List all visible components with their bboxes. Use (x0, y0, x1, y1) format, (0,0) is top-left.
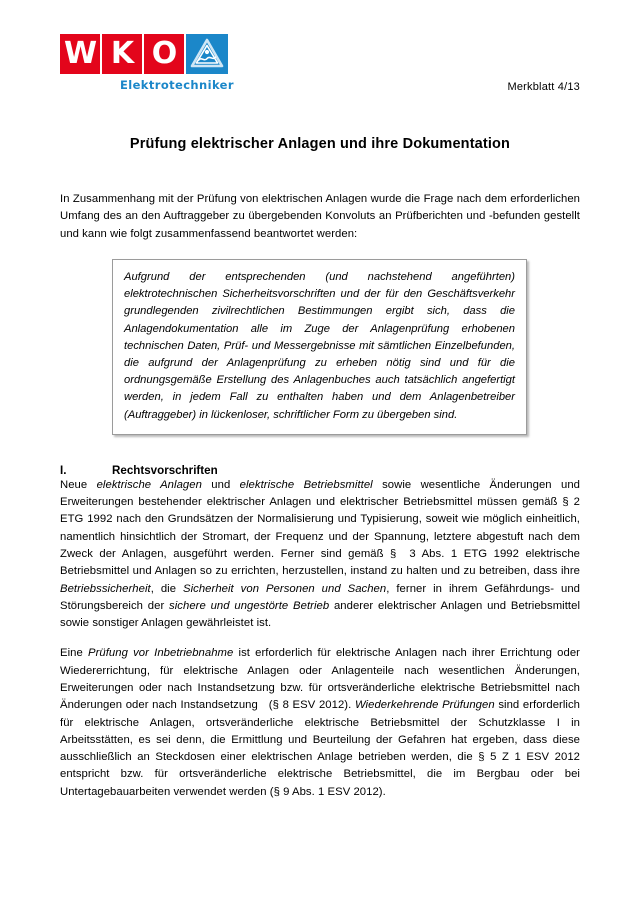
quote-box-wrapper (60, 259, 580, 435)
logo-subtitle: Elektrotechniker (120, 78, 234, 92)
page-title: Prüfung elektrischer Anlagen und ihre Dokumentation (129, 136, 511, 152)
section-title: Rechtsvorschriften (112, 463, 218, 477)
elektrotechniker-triangle-icon (186, 34, 228, 74)
paragraph-etg: Neue elektrische Anlagen und elektrische Betriebsmittel sowie wesentliche Änderungen und Erweiterungen bestehender elektrischer Anlagen und elektrischer Betriebsmittel müssen gemäß § 2 ETG 1992 nach den Grundsätzen der Normalisierung und Typisierung, soweit wie möglich einheitlich, namentlich hinsichtlich der Stromart, der Frequenz und der Spannung, letztere abgestuft nach dem Zweck der Anlagen, ausgeführt werden. Ferner sind gemäß § 3 Abs. 1 ETG 1992 elektrische Betriebsmittel und Anlagen so zu errichten, herzustellen, instand zu halten und zu betreiben, dass ihre Betriebssicherheit, die Sicherheit von Personen und Sachen, ferner in ihrem Gefährdungs- und Störungsbereich der sichere und ungestörte Betrieb anderer elektrischer Anlagen und Betriebsmittel sowie sonstiger Anlagen gewährleistet ist. (60, 478, 581, 630)
wko-logo (60, 34, 250, 100)
logo-letter-o: O (144, 34, 184, 74)
quote-box-text: Aufgrund der entsprechenden (und nachstehend angeführten) elektrotechnischen Sicherheitsvorschriften und der für den Geschäftsverkehr grundlegenden zivilrechtlichen Bestimmungen ergibt sich, dass die Anlagendokumentation alle im Zuge der Anlagenprüfung erhobenen technischen Daten, Prüf- und Messergebnisse mit sämtlichen Einzelbefunden, die aufgrund der Anlagenprüfung zu erheben nötig sind und für die ordnungsgemäße Erstellung des Anlagenbuches auch tatsächlich angefertigt werden, in jedem Fall zu enthalten haben und dem Anlagenbetreiber (Auftraggeber) in lückenloser, schriftlicher Form zu übergeben sind. (124, 270, 515, 421)
highlighted-statement-box (112, 259, 527, 435)
logo-tiles (60, 34, 228, 74)
merkblatt-reference: Merkblatt 4/13 (507, 81, 580, 93)
intro-paragraph: In Zusammenhang mit der Prüfung von elektrischen Anlagen wurde die Frage nach dem erforderlichen Umfang des an den Auftraggeber zu übergebenden Konvoluts an Prüfberichten und -befunden gestellt und kann wie folgt zusammenfassend beantwortet werden: (60, 193, 580, 240)
section-number: I. (60, 463, 67, 477)
logo-letter-k: K (102, 34, 142, 74)
logo-letter-w: W (60, 34, 100, 74)
paragraph-esv: Eine Prüfung vor Inbetriebnahme ist erforderlich für elektrische Anlagen nach ihrer Errichtung oder Wiedererrichtung, für elektrische Anlagen oder Anlagenteile nach wesentlichen Änderungen, Erweiterungen oder nach Instandsetzung bzw. für ortsveränderliche elektrische Betriebsmittel nach Änderungen oder nach Instandsetzung (§ 8 ESV 2012). Wiederkehrende Prüfungen sind erforderlich für elektrische Anlagen, ortsveränderliche elektrische Betriebsmittel der Schutzklasse I in Arbeitsstätten, es sei denn, die Ermittlung und Beurteilung der Gefahren hat ergeben, dass diese ausschließlich an Steckdosen einer elektrischen Anlage betrieben werden, die § 5 Z 1 ESV 2012 entspricht bzw. für ortsveränderliche elektrische Betriebsmittel, die im Bergbau oder bei Untertagebauarbeiten verwendet werden (§ 9 Abs. 1 ESV 2012). (60, 647, 580, 798)
document-body (60, 191, 580, 814)
page-header (0, 34, 640, 104)
section-heading-rechtsvorschriften (60, 464, 580, 477)
